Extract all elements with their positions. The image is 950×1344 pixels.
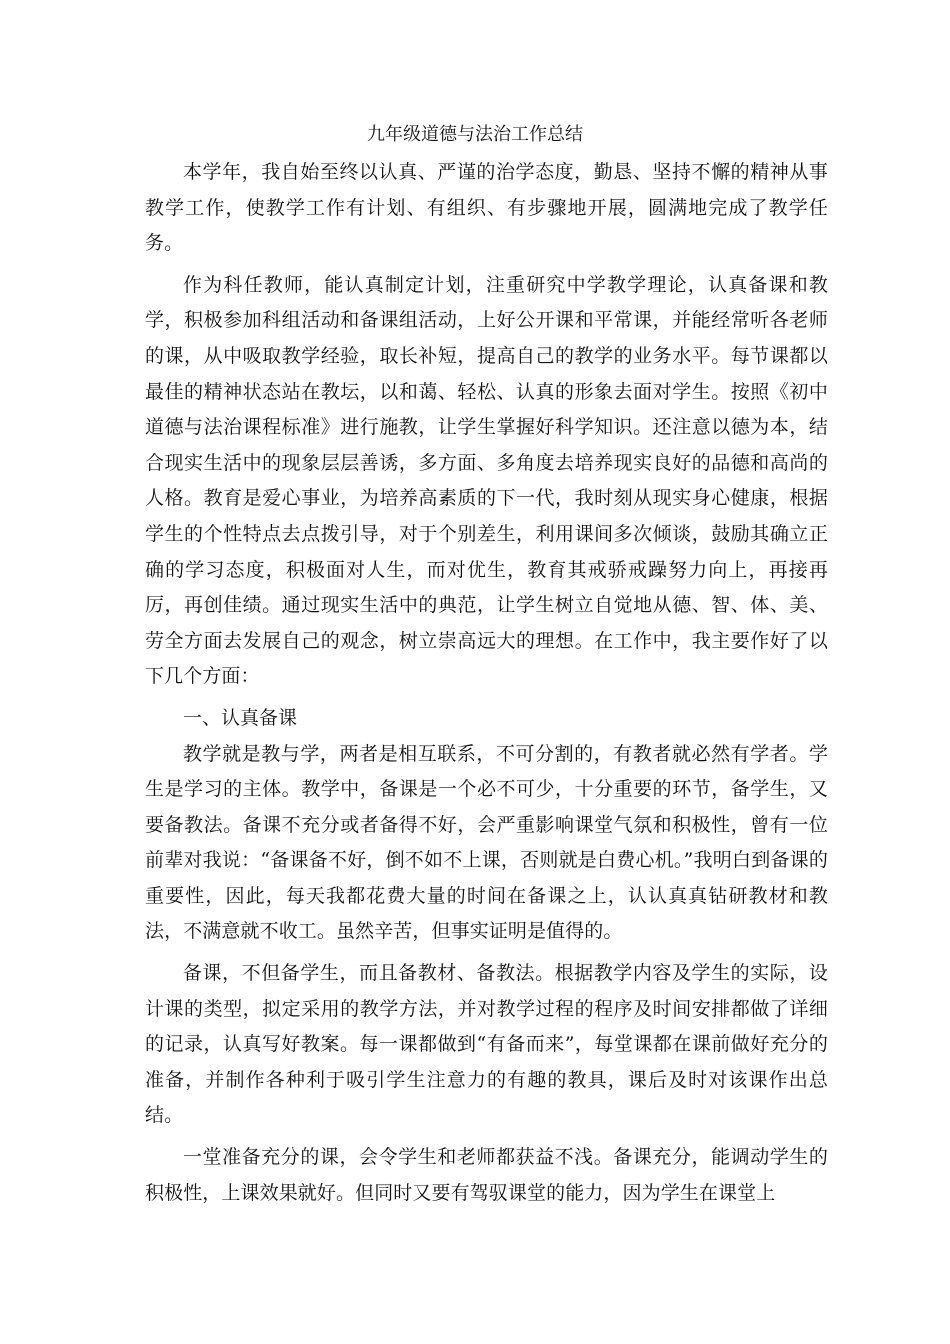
section-heading: 一、认真备课 xyxy=(183,706,298,729)
document-body xyxy=(145,155,828,1217)
document-title: 九年级道德与法治工作总结 xyxy=(367,124,583,145)
paragraph-intro: 本学年，我自始至终以认真、严谨的治学态度，勤恳、坚持不懈的精神从事教学工作，使教学工作有计划、有组织、有步骤地开展，圆满地完成了教学任务。 xyxy=(145,161,828,255)
paragraph-prep-methods: 备课，不但备学生，而且备教材、备教法。根据教学内容及学生的实际，设计课的类型，拟定采用的教学方法，并对教学过程的程序及时间安排都做了详细的记录，认真写好教案。每一课都做到“有备而来”，每堂课都在课前做好充分的准备，并制作各种利于吸引学生注意力的有趣的教具，课后及时对该课作出总结。 xyxy=(145,962,828,1127)
paragraph-lesson-prep: 教学就是教与学，两者是相互联系，不可分割的，有教者就必然有学者。学生是学习的主体。教学中，备课是一个必不可少，十分重要的环节，备学生，又要备教法。备课不充分或者备得不好，会严重影响课堂气氛和积极性，曾有一位前辈对我说：“备课备不好，倒不如不上课，否则就是白费心机。”我明白到备课的重要性，因此，每天我都花费大量的时间在备课之上，认认真真钻研教材和教法，不满意就不收工。虽然辛苦，但事实证明是值得的。 xyxy=(145,742,828,943)
paragraph-teacher-role: 作为科任教师，能认真制定计划，注重研究中学教学理论，认真备课和教学，积极参加科组活动和备课组活动，上好公开课和平常课，并能经常听各老师的课，从中吸取教学经验，取长补短，提高自己的教学的业务水平。每节课都以最佳的精神状态站在教坛，以和蔼、轻松、认真的形象去面对学生。按照《初中道德与法治课程标准》进行施教，让学生掌握好科学知识。还注意以德为本，结合现实生活中的现象层层善诱，多方面、多角度去培养现实良好的品德和高尚的人格。教育是爱心事业，为培养高素质的下一代，我时刻从现实身心健康，根据学生的个性特点去点拨引导，对于个别差生，利用课间多次倾谈，鼓励其确立正确的学习态度，积极面对人生，而对优生，教育其戒骄戒躁努力向上，再接再厉，再创佳绩。通过现实生活中的典范，让学生树立自觉地从德、智、体、美、劳全方面去发展自己的观念，树立崇高远大的理想。在工作中，我主要作好了以下几个方面： xyxy=(145,273,828,688)
paragraph-prep-benefits: 一堂准备充分的课，会令学生和老师都获益不浅。备课充分，能调动学生的积极性，上课效果就好。但同时又要有驾驭课堂的能力，因为学生在课堂上 xyxy=(145,1146,828,1204)
